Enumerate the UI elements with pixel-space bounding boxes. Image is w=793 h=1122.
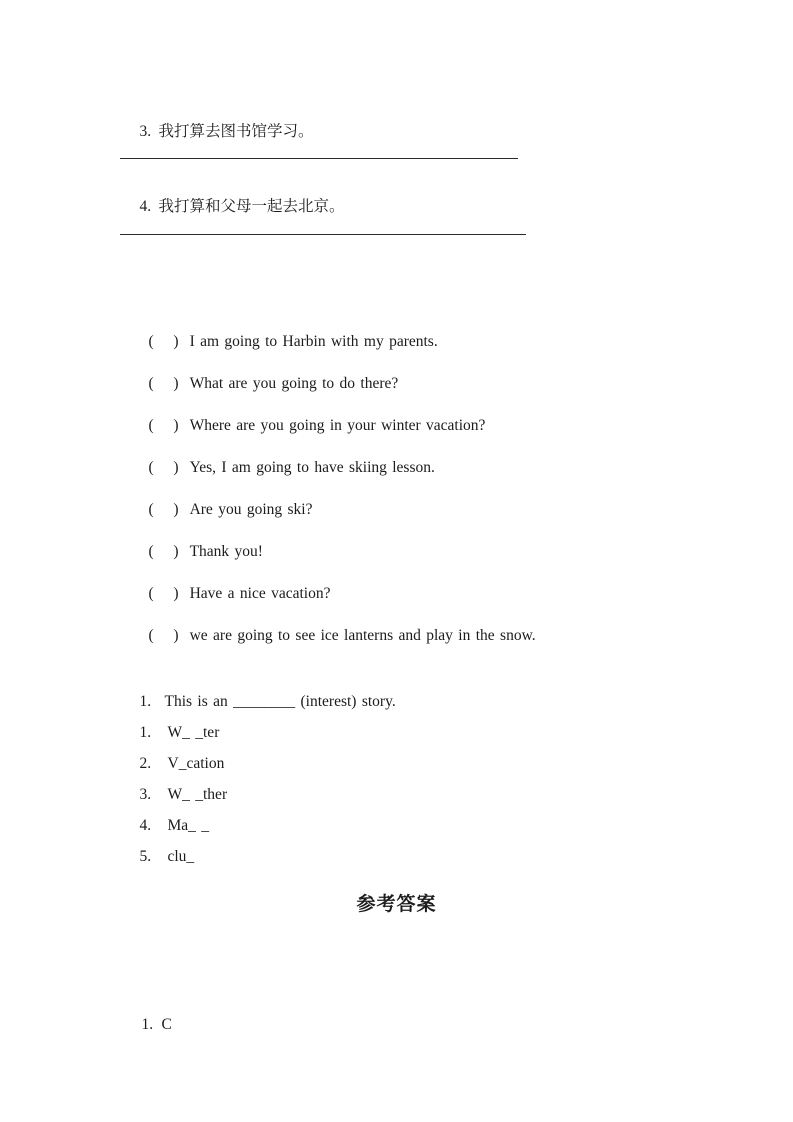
paren-placeholder: ( ) — [148, 627, 182, 644]
fill-blank-text: This is an ________ (interest) story. — [164, 693, 396, 710]
item-number: 1. — [139, 693, 152, 710]
word-text: clu_ — [167, 848, 195, 865]
item-number: 1. — [141, 1016, 154, 1033]
item-number: 3. — [139, 123, 152, 140]
sequencing-sentence: Thank you! — [189, 543, 263, 560]
translation-text: 我打算和父母一起去北京。 — [158, 198, 345, 215]
paren-placeholder: ( ) — [148, 543, 182, 560]
paren-placeholder: ( ) — [148, 585, 182, 602]
word-item — [118, 831, 194, 882]
paren-placeholder: ( ) — [148, 417, 182, 434]
word-text: V_cation — [167, 755, 225, 772]
sequencing-sentence: I am going to Harbin with my parents. — [189, 333, 438, 350]
item-number: 2. — [139, 755, 152, 772]
item-number: 3. — [139, 786, 152, 803]
answers-heading: 参考答案 — [356, 894, 437, 915]
paren-placeholder: ( ) — [148, 501, 182, 518]
answer-blank-line — [120, 148, 518, 159]
word-text: W_ _ther — [167, 786, 228, 803]
sequencing-item — [127, 610, 536, 661]
sequencing-sentence: What are you going to do there? — [189, 375, 399, 392]
sequencing-sentence: Have a nice vacation? — [189, 585, 331, 602]
word-text: W_ _ter — [167, 724, 220, 741]
translation-text: 我打算去图书馆学习。 — [158, 123, 314, 140]
answer-text: C — [161, 1016, 172, 1033]
item-number: 5. — [139, 848, 152, 865]
sequencing-sentence: Are you going ski? — [189, 501, 313, 518]
item-number: 1. — [139, 724, 152, 741]
sequencing-sentence: we are going to see ice lanterns and play in the snow. — [189, 627, 536, 644]
sequencing-sentence: Where are you going in your winter vacation? — [189, 417, 486, 434]
sequencing-sentence: Yes, I am going to have skiing lesson. — [189, 459, 435, 476]
item-number: 4. — [139, 817, 152, 834]
item-number: 4. — [139, 198, 152, 215]
paren-placeholder: ( ) — [148, 333, 182, 350]
word-text: Ma_ _ — [167, 817, 210, 834]
answer-blank-line — [120, 224, 526, 235]
paren-placeholder: ( ) — [148, 459, 182, 476]
paren-placeholder: ( ) — [148, 375, 182, 392]
answer-item — [120, 999, 172, 1050]
